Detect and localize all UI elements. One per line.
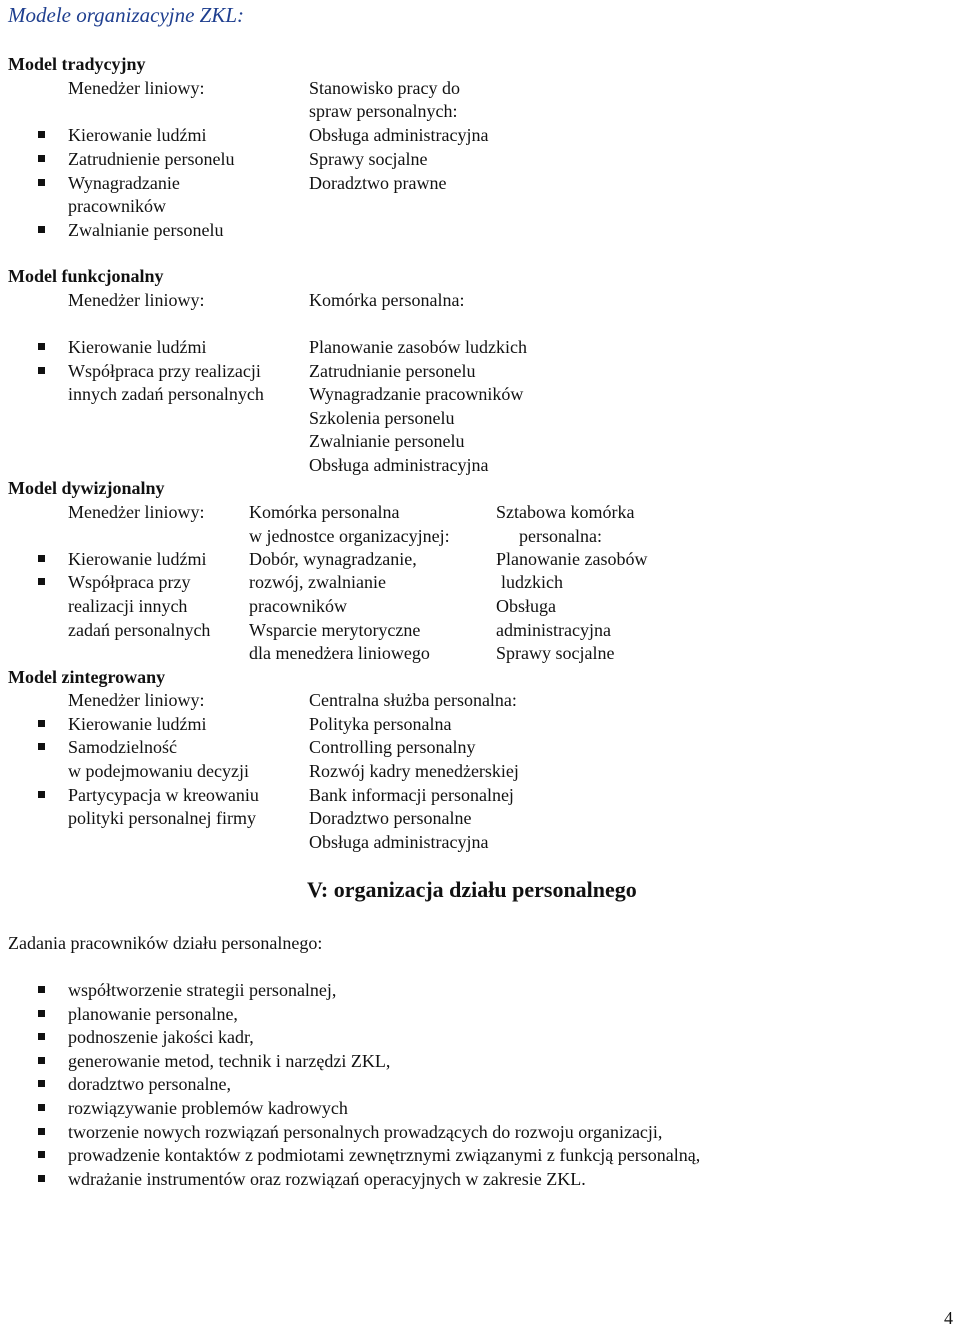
zintegrowany-left-item: Kierowanie ludźmi (68, 714, 207, 734)
funkcjonalny-right-item: Szkolenia personelu (309, 408, 455, 428)
page-title: Modele organizacyjne ZKL: (8, 3, 245, 27)
zadania-item: generowanie metod, technik i narzędzi ZKL, (68, 1051, 391, 1071)
bullet-icon (38, 578, 45, 585)
zadania-item: tworzenie nowych rozwiązań personalnych prowadzących do rozwoju organizacji, (68, 1122, 663, 1142)
zadania-item: doradztwo personalne, (68, 1074, 231, 1094)
bullet-icon (38, 986, 45, 993)
zadania-item: rozwiązywanie problemów kadrowych (68, 1098, 348, 1118)
bullet-icon (38, 791, 45, 798)
zintegrowany-right-item: Polityka personalna (309, 714, 452, 734)
zadania-item: wdrażanie instrumentów oraz rozwiązań operacyjnych w zakresie ZKL. (68, 1169, 586, 1189)
zintegrowany-right-item: Bank informacji personalnej (309, 785, 514, 805)
zintegrowany-left-item: w podejmowaniu decyzji (68, 761, 249, 781)
bullet-icon (38, 743, 45, 750)
page-number: 4 (944, 1308, 953, 1328)
zintegrowany-right-item: Doradztwo personalne (309, 808, 472, 828)
tradycyjny-right-item: Doradztwo prawne (309, 173, 447, 193)
zintegrowany-right-item: Rozwój kadry menedżerskiej (309, 761, 519, 781)
bullet-icon (38, 1080, 45, 1087)
dywizjonalny-mid-item: dla menedżera liniowego (249, 643, 430, 663)
dywizjonalny-mid-item: Wsparcie merytoryczne (249, 620, 421, 640)
dywizjonalny-left-item: zadań personalnych (68, 620, 211, 640)
dywizjonalny-mid-item: Dobór, wynagradzanie, (249, 549, 417, 569)
funkcjonalny-left-header: Menedżer liniowy: (68, 290, 205, 310)
funkcjonalny-left-item: Kierowanie ludźmi (68, 337, 207, 357)
tradycyjny-right-item: Sprawy socjalne (309, 149, 428, 169)
dywizjonalny-right-item: Obsługa (496, 596, 556, 616)
model-dywizjonalny-heading: Model dywizjonalny (8, 478, 165, 498)
model-funkcjonalny-heading: Model funkcjonalny (8, 266, 164, 286)
dywizjonalny-left-item: realizacji innych (68, 596, 188, 616)
bullet-icon (38, 131, 45, 138)
section-heading: V: organizacja działu personalnego (307, 877, 637, 902)
dywizjonalny-mid-item: pracowników (249, 596, 347, 616)
model-tradycyjny-heading: Model tradycyjny (8, 54, 146, 74)
tradycyjny-left-item: Wynagradzanie (68, 173, 180, 193)
dywizjonalny-mid-item: rozwój, zwalnianie (249, 572, 386, 592)
zadania-item: podnoszenie jakości kadr, (68, 1027, 254, 1047)
zintegrowany-left-item: polityki personalnej firmy (68, 808, 256, 828)
funkcjonalny-left-item: innych zadań personalnych (68, 384, 264, 404)
zadania-item: prowadzenie kontaktów z podmiotami zewnętrznymi związanymi z funkcją personalną, (68, 1145, 701, 1165)
tradycyjny-left-item: Kierowanie ludźmi (68, 125, 207, 145)
bullet-icon (38, 1057, 45, 1064)
dywizjonalny-left-item: Kierowanie ludźmi (68, 549, 207, 569)
tradycyjny-right-header-1: Stanowisko pracy do (309, 78, 460, 98)
bullet-icon (38, 1128, 45, 1135)
tradycyjny-right-header-2: spraw personalnych: (309, 101, 458, 121)
bullet-icon (38, 555, 45, 562)
dywizjonalny-right-header-2: personalna: (519, 526, 602, 546)
dywizjonalny-mid-header-2: w jednostce organizacyjnej: (249, 526, 450, 546)
zadania-intro: Zadania pracowników działu personalnego: (8, 933, 323, 953)
zintegrowany-right-item: Obsługa administracyjna (309, 832, 489, 852)
zadania-item: współtworzenie strategii personalnej, (68, 980, 337, 1000)
funkcjonalny-left-item: Współpraca przy realizacji (68, 361, 261, 381)
funkcjonalny-right-item: Obsługa administracyjna (309, 455, 489, 475)
dywizjonalny-right-header-1: Sztabowa komórka (496, 502, 635, 522)
funkcjonalny-right-item: Zwalnianie personelu (309, 431, 465, 451)
dywizjonalny-mid-header-1: Komórka personalna (249, 502, 400, 522)
bullet-icon (38, 1104, 45, 1111)
zadania-item: planowanie personalne, (68, 1004, 238, 1024)
dywizjonalny-left-item: Współpraca przy (68, 572, 191, 592)
model-zintegrowany-heading: Model zintegrowany (8, 667, 166, 687)
zintegrowany-left-item: Partycypacja w kreowaniu (68, 785, 259, 805)
bullet-icon (38, 1010, 45, 1017)
zintegrowany-left-item: Samodzielność (68, 737, 177, 757)
funkcjonalny-right-header: Komórka personalna: (309, 290, 465, 310)
bullet-icon (38, 720, 45, 727)
tradycyjny-left-item: pracowników (68, 196, 166, 216)
dywizjonalny-right-item: administracyjna (496, 620, 611, 640)
tradycyjny-left-header: Menedżer liniowy: (68, 78, 205, 98)
bullet-icon (38, 1151, 45, 1158)
dywizjonalny-right-item: ludzkich (501, 572, 563, 592)
zintegrowany-right-item: Controlling personalny (309, 737, 476, 757)
funkcjonalny-right-item: Wynagradzanie pracowników (309, 384, 524, 404)
tradycyjny-left-item: Zatrudnienie personelu (68, 149, 235, 169)
bullet-icon (38, 1033, 45, 1040)
bullet-icon (38, 226, 45, 233)
tradycyjny-left-item: Zwalnianie personelu (68, 220, 224, 240)
dywizjonalny-right-item: Planowanie zasobów (496, 549, 648, 569)
bullet-icon (38, 179, 45, 186)
bullet-icon (38, 1175, 45, 1182)
bullet-icon (38, 367, 45, 374)
funkcjonalny-right-item: Planowanie zasobów ludzkich (309, 337, 527, 357)
tradycyjny-right-item: Obsługa administracyjna (309, 125, 489, 145)
dywizjonalny-left-header: Menedżer liniowy: (68, 502, 205, 522)
bullet-icon (38, 155, 45, 162)
funkcjonalny-right-item: Zatrudnianie personelu (309, 361, 476, 381)
dywizjonalny-right-item: Sprawy socjalne (496, 643, 615, 663)
bullet-icon (38, 343, 45, 350)
zintegrowany-left-header: Menedżer liniowy: (68, 690, 205, 710)
zintegrowany-right-header: Centralna służba personalna: (309, 690, 517, 710)
